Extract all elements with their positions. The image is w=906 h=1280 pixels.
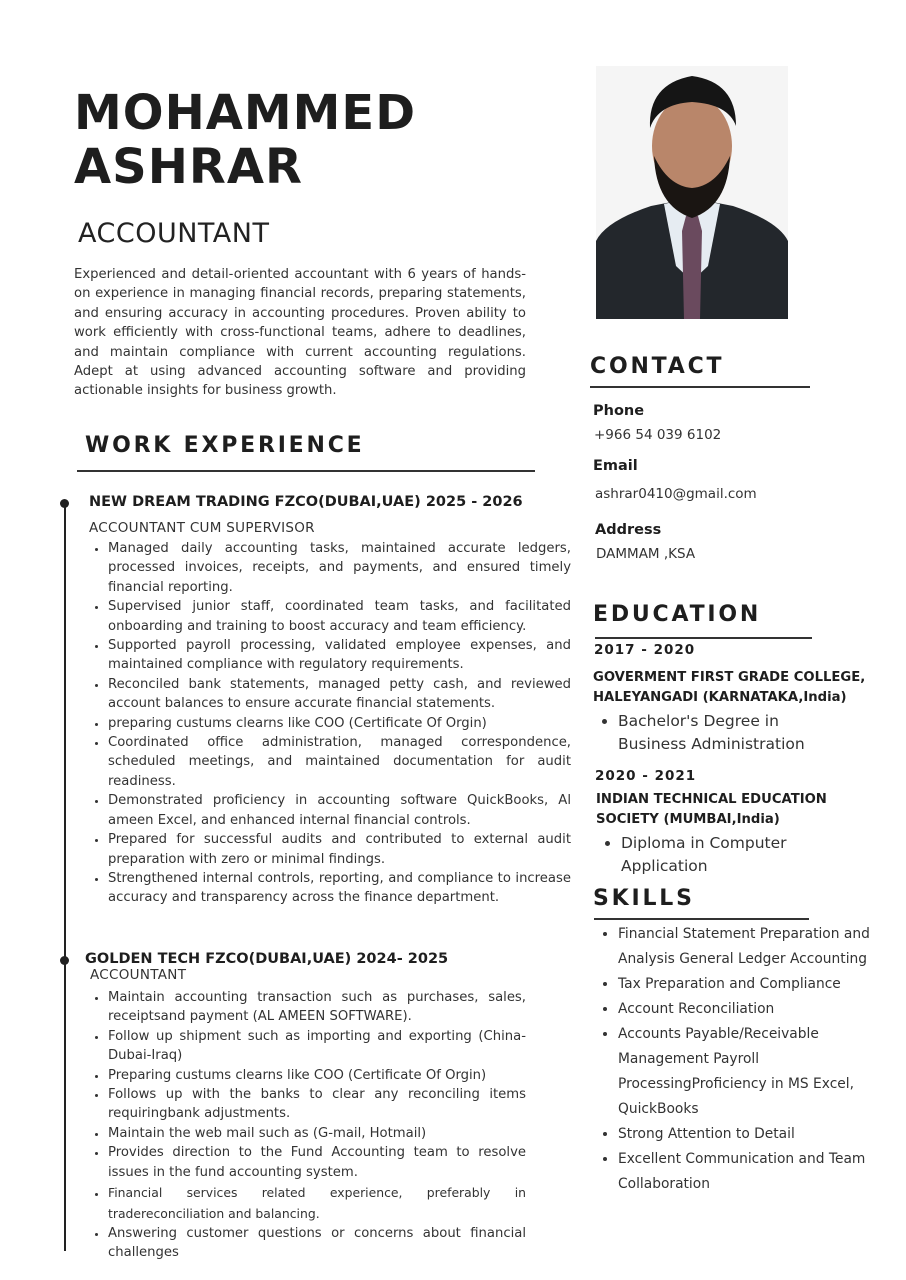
list-item: • Financial services related experience, preferably in tradereconciliation and balancing. (108, 1182, 526, 1224)
contact-divider (590, 386, 810, 388)
list-item: • Demonstrated proficiency in accounting software QuickBooks, Al ameen Excel, and enhanced internal financial controls. (108, 791, 571, 830)
list-item (621, 832, 787, 878)
name-line-2: ASHRAR (74, 139, 303, 195)
degree-line: Diploma in Computer (621, 834, 787, 852)
list-item: • Provides direction to the Fund Accounting team to resolve issues in the fund accounting system. (108, 1143, 526, 1182)
list-item: • Managed daily accounting tasks, maintained accurate ledgers, processed invoices, receipts, and payments, and ensured timely financial reporting. (108, 539, 571, 597)
list-item: • Answering customer questions or concerns about financial challenges (108, 1224, 526, 1263)
timeline-line (64, 503, 66, 1251)
skills-title: SKILLS (593, 886, 695, 911)
school-line: INDIAN TECHNICAL EDUCATION (596, 792, 827, 807)
address-label: Address (595, 522, 662, 538)
profile-photo (596, 66, 788, 319)
list-item: • Reconciled bank statements, managed petty cash, and reviewed account balances to ensure accurate financial statements. (108, 675, 571, 714)
job-company: NEW DREAM TRADING FZCO(DUBAI,UAE) 2025 - 2026 (89, 494, 523, 510)
name-line-1: MOHAMMED (74, 85, 417, 141)
phone-label: Phone (593, 403, 645, 419)
degree-line: Application (621, 857, 708, 875)
list-item: • Account Reconciliation (618, 997, 900, 1022)
timeline-dot (60, 956, 69, 965)
list-item: • Maintain accounting transaction such as purchases, sales, receiptsand payment (AL AMEEN SOFTWARE). (108, 988, 526, 1027)
job-role: ACCOUNTANT (78, 218, 270, 249)
education-years: 2017 - 2020 (594, 642, 696, 658)
list-item: • Financial Statement Preparation and Analysis General Ledger Accounting (618, 922, 900, 972)
degree-line: Business Administration (618, 735, 805, 753)
job-company: GOLDEN TECH FZCO(DUBAI,UAE) 2024- 2025 (85, 951, 449, 967)
list-item: • Follows up with the banks to clear any reconciling items requiringbank adjustments. (108, 1085, 526, 1124)
contact-title: CONTACT (590, 354, 725, 379)
list-item: • Prepared for successful audits and contributed to external audit preparation with zero or minimal findings. (108, 830, 571, 869)
job-entry (85, 951, 526, 1263)
address-value: DAMMAM ,KSA (596, 546, 696, 562)
list-item: • Supervised junior staff, coordinated team tasks, and facilitated onboarding and training to boost accuracy and team efficiency. (108, 597, 571, 636)
education-years: 2020 - 2021 (595, 768, 697, 784)
list-item: • Coordinated office administration, managed correspondence, scheduled meetings, and maintained documentation for audit readiness. (108, 733, 571, 791)
school-line: GOVERMENT FIRST GRADE COLLEGE, (593, 670, 866, 685)
phone-value[interactable]: +966 54 039 6102 (594, 427, 722, 443)
job-entry (89, 494, 571, 908)
work-experience-divider (77, 470, 535, 472)
education-title: EDUCATION (593, 602, 762, 627)
education-divider (595, 637, 812, 639)
education-school (596, 790, 827, 830)
education-school (593, 668, 865, 708)
job-position: ACCOUNTANT CUM SUPERVISOR (89, 520, 315, 536)
skills-divider (594, 918, 809, 920)
job-bullets (89, 539, 571, 908)
school-line: HALEYANGADI (KARNATAKA,India) (593, 690, 847, 705)
email-value[interactable]: ashrar0410@gmail.com (595, 486, 757, 502)
candidate-name (74, 86, 416, 194)
list-item: • preparing custums clearns like COO (Certificate Of Orgin) (108, 714, 571, 733)
portrait-image (596, 66, 788, 319)
list-item: • Preparing custums clearns like COO (Certificate Of Orgin) (108, 1066, 526, 1085)
degree-line: Bachelor's Degree in (618, 712, 779, 730)
profile-summary: Experienced and detail-oriented accountant with 6 years of hands-on experience in managing financial records, preparing statements, and ensuring accuracy in accounting procedures. Proven ability to work efficiently with cross-functional teams, adhere to deadlines, and maintain compliance with current accounting regulations. Adept at using advanced accounting software and providing actionable insights for business growth. (74, 267, 526, 399)
timeline-dot (60, 499, 69, 508)
list-item: • Strong Attention to Detail (618, 1122, 900, 1147)
list-item: • Maintain the web mail such as (G-mail, Hotmail) (108, 1124, 526, 1143)
list-item: • Excellent Communication and Team Collaboration (618, 1147, 900, 1197)
school-line: SOCIETY (MUMBAI,India) (596, 812, 780, 827)
list-item: • Accounts Payable/Receivable Management Payroll ProcessingProficiency in MS Excel, QuickBooks (618, 1022, 900, 1122)
list-item: • Follow up shipment such as importing and exporting (China-Dubai-Iraq) (108, 1027, 526, 1066)
list-item: • Strengthened internal controls, reporting, and compliance to increase accuracy and transparency across the finance department. (108, 869, 571, 908)
list-item: • Supported payroll processing, validated employee expenses, and maintained compliance with regulatory requirements. (108, 636, 571, 675)
education-degree (592, 710, 805, 756)
job-position: ACCOUNTANT (90, 967, 187, 983)
education-degree (595, 832, 787, 878)
skills-list (594, 922, 900, 1197)
email-label: Email (593, 458, 638, 474)
work-experience-title: WORK EXPERIENCE (85, 433, 365, 458)
job-bullets (89, 988, 526, 1263)
list-item: • Tax Preparation and Compliance (618, 972, 900, 997)
list-item (618, 710, 805, 756)
